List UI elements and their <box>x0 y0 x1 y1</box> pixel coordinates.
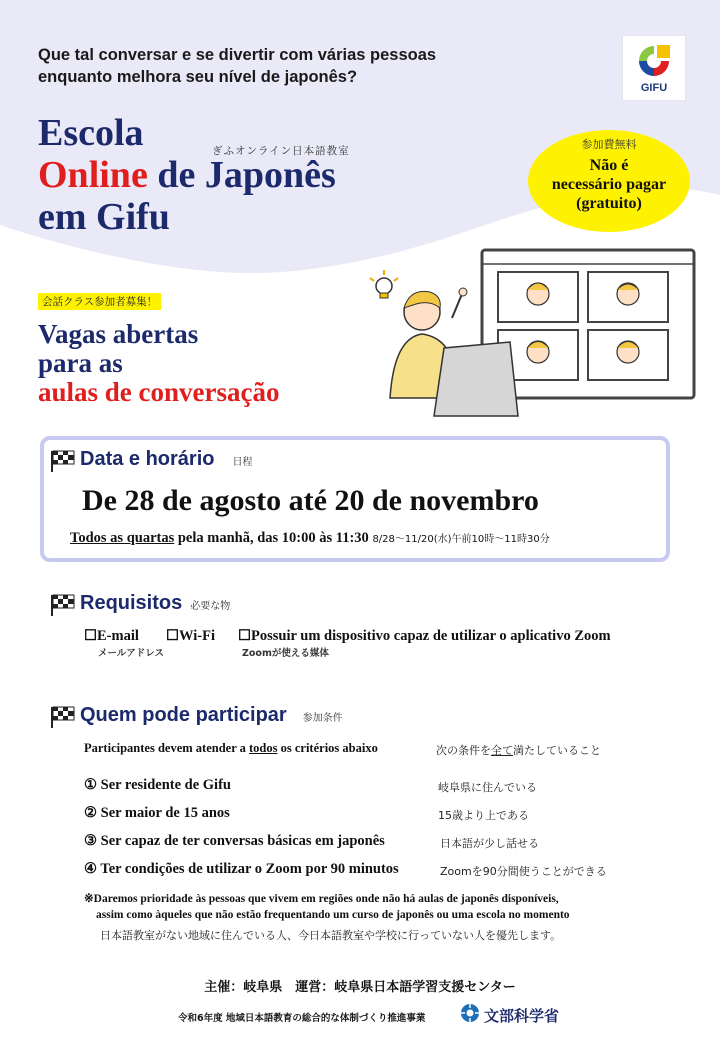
mext-emblem-icon <box>460 1003 480 1023</box>
requirement-email: ☐E-mail メールアドレス <box>84 628 165 659</box>
recruit-tag: 会話クラス参加者募集！ <box>38 293 161 310</box>
checkered-flag-icon <box>50 593 76 617</box>
requirement-wifi: ☐Wi-Fi <box>166 628 215 644</box>
criterion-zoom: ④ Ter condições de utilizar o Zoom por 90 minutos <box>84 861 399 877</box>
schedule-times: Todos as quartas pela manhã, das 10:00 às 11:30 8/28～11/20(水)午前10時～11時30分 <box>70 530 550 546</box>
laptop <box>434 342 518 416</box>
criterion-age: ② Ser maior de 15 anos <box>84 805 230 821</box>
vacancies-heading: Vagas abertas para as aulas de conversação <box>38 319 280 407</box>
logo-text: GIFU <box>640 82 668 94</box>
ministry-name: 文部科学省 <box>484 1007 560 1025</box>
free-badge-text: Não é necessário pagar (gratuito) <box>551 157 667 212</box>
lightbulb-icon <box>370 270 398 298</box>
free-badge-jp: 参加費無料 <box>581 138 637 151</box>
criteria-intro-jp: 次の条件を全て満たしていること <box>436 744 601 757</box>
title-japanese: ぎふオンライン日本語教室 <box>212 145 350 157</box>
criteria-intro: Participantes devem atender a todos os critérios abaixo <box>84 741 378 755</box>
title-online-word: Online <box>38 154 148 196</box>
priority-note-jp: 日本語教室がない地域に住んでいる人、今日本語教室や学校に行っていない人を優先します。 <box>100 929 562 942</box>
priority-note: ※Daremos prioridade às pessoas que vivem em regiões onde não há aulas de japonês disponíveis, assim como àqueles que não estão frequentando um curso de japonês ou uma escola no momento <box>84 893 570 921</box>
schedule-dates: De 28 de agosto até 20 de novembro <box>82 484 539 517</box>
video-call-illustration <box>360 238 700 418</box>
criterion-residence-jp: 岐阜県に住んでいる <box>438 781 537 794</box>
criterion-japanese-jp: 日本語が少し話せる <box>440 837 539 850</box>
project-name: 令和6年度 地域日本語教育の総合的な体制づくり推進事業 <box>178 1013 426 1024</box>
criterion-residence: ① Ser residente de Gifu <box>84 777 231 793</box>
organizers: 主催：岐阜県 運営：岐阜県日本語学習支援センター <box>204 980 516 995</box>
free-badge <box>528 130 690 232</box>
gifu-logo-mark <box>635 42 673 80</box>
eligibility-heading: Quem pode participar 参加条件 <box>50 704 343 729</box>
checkered-flag-icon <box>50 449 76 473</box>
page-title: Escola Online de Japonês em Gifu <box>38 112 336 238</box>
intro-text: Que tal conversar e se divertir com várias pessoas enquanto melhora seu nível de japonês? <box>38 46 437 86</box>
criterion-age-jp: 15歳より上である <box>438 809 529 822</box>
gifu-logo <box>622 35 686 101</box>
requirements-heading: Requisitos 必要な物 <box>50 592 230 617</box>
criterion-zoom-jp: Zoomを90分間使うことができる <box>440 865 607 878</box>
criterion-japanese: ③ Ser capaz de ter conversas básicas em japonês <box>84 833 385 849</box>
schedule-heading: Data e horário 日程 <box>50 448 252 473</box>
requirement-device: ☐Possuir um dispositivo capaz de utilizar o aplicativo Zoom Zoomが使える媒体 <box>238 628 611 659</box>
checkered-flag-icon <box>50 705 76 729</box>
